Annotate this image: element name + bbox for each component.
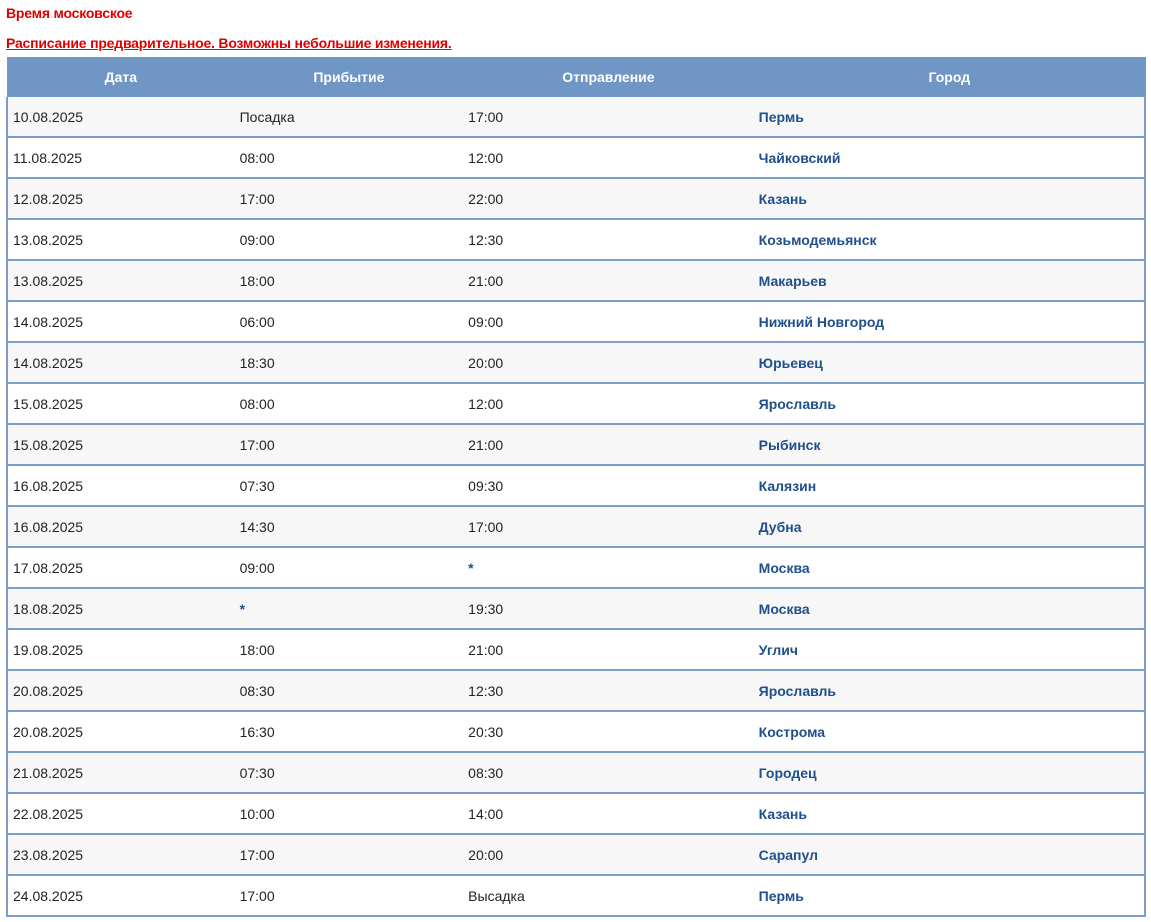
cell-arrival: [235, 834, 464, 875]
date-value: 10.08.2025: [13, 108, 84, 125]
cell-arrival: [235, 752, 464, 793]
cell-date: [7, 465, 235, 506]
cell-departure: [463, 137, 753, 178]
table-header-row: [7, 57, 1145, 97]
header-departure: Отправление: [463, 57, 753, 97]
cell-departure: [463, 383, 753, 424]
city-link[interactable]: Кострома: [758, 723, 826, 740]
cell-departure: [463, 793, 753, 834]
departure-value: 19:30: [468, 600, 504, 617]
cell-arrival: [235, 424, 464, 465]
cell-city: [754, 670, 1145, 711]
arrival-value: 07:30: [239, 477, 275, 494]
city-link[interactable]: Углич: [758, 641, 798, 658]
table-row: [7, 752, 1145, 793]
date-value: 21.08.2025: [13, 764, 84, 781]
departure-value: 20:00: [468, 846, 504, 863]
cell-arrival: [235, 547, 464, 588]
date-value: 13.08.2025: [13, 231, 84, 248]
cell-arrival: [235, 711, 464, 752]
cell-city: [754, 219, 1145, 260]
cell-departure: [463, 711, 753, 752]
departure-value: 08:30: [468, 764, 504, 781]
table-row: [7, 260, 1145, 301]
city-link[interactable]: Дубна: [758, 518, 802, 535]
cell-date: [7, 178, 235, 219]
departure-value: 20:30: [468, 723, 504, 740]
cell-city: [754, 588, 1145, 629]
arrival-value: 17:00: [239, 436, 275, 453]
departure-value: 09:30: [468, 477, 504, 494]
cell-arrival: [235, 301, 464, 342]
cell-departure: [463, 834, 753, 875]
header-date: Дата: [7, 57, 235, 97]
time-zone-note: Время московское: [6, 5, 133, 21]
cell-departure: [463, 752, 753, 793]
city-link[interactable]: Пермь: [758, 887, 804, 904]
city-link[interactable]: Казань: [758, 805, 807, 822]
arrival-value: 09:00: [239, 231, 275, 248]
cell-departure: [463, 875, 753, 916]
cell-city: [754, 137, 1145, 178]
cell-arrival: [235, 588, 464, 629]
departure-value: 21:00: [468, 436, 504, 453]
cell-city: [754, 260, 1145, 301]
cell-arrival: [235, 178, 464, 219]
arrival-value: 18:00: [239, 641, 275, 658]
departure-value: Высадка: [468, 887, 525, 904]
departure-value: 12:00: [468, 149, 504, 166]
arrival-value: 18:30: [239, 354, 275, 371]
cell-date: [7, 834, 235, 875]
preliminary-schedule-note[interactable]: Расписание предварительное. Возможны небольшие изменения.: [6, 35, 452, 51]
city-link[interactable]: Юрьевец: [758, 354, 823, 371]
cell-arrival: [235, 670, 464, 711]
cell-date: [7, 793, 235, 834]
cell-departure: [463, 506, 753, 547]
arrival-value: 17:00: [239, 190, 275, 207]
arrival-value: 08:00: [239, 149, 275, 166]
cell-arrival: [235, 506, 464, 547]
cell-arrival: [235, 342, 464, 383]
header-city: Город: [754, 57, 1145, 97]
cell-date: [7, 424, 235, 465]
departure-value: 09:00: [468, 313, 504, 330]
cell-date: [7, 629, 235, 670]
arrival-value: *: [239, 600, 246, 617]
date-value: 24.08.2025: [13, 887, 84, 904]
cell-arrival: [235, 137, 464, 178]
arrival-value: 08:30: [239, 682, 275, 699]
departure-value: 12:30: [468, 682, 504, 699]
date-value: 16.08.2025: [13, 477, 84, 494]
cell-arrival: [235, 97, 464, 137]
table-row: [7, 711, 1145, 752]
date-value: 20.08.2025: [13, 682, 84, 699]
cell-city: [754, 752, 1145, 793]
date-value: 17.08.2025: [13, 559, 84, 576]
date-value: 20.08.2025: [13, 723, 84, 740]
cell-arrival: [235, 260, 464, 301]
arrival-value: 17:00: [239, 887, 275, 904]
cell-date: [7, 383, 235, 424]
cell-city: [754, 834, 1145, 875]
table-row: [7, 547, 1145, 588]
cell-arrival: [235, 793, 464, 834]
cell-date: [7, 137, 235, 178]
cell-departure: [463, 424, 753, 465]
cell-city: [754, 465, 1145, 506]
cell-departure: [463, 178, 753, 219]
cell-departure: [463, 342, 753, 383]
cell-city: [754, 383, 1145, 424]
arrival-value: 17:00: [239, 846, 275, 863]
arrival-value: 06:00: [239, 313, 275, 330]
table-row: [7, 178, 1145, 219]
arrival-value: 18:00: [239, 272, 275, 289]
cell-departure: [463, 588, 753, 629]
table-row: [7, 137, 1145, 178]
date-value: 15.08.2025: [13, 436, 84, 453]
cell-departure: [463, 629, 753, 670]
city-link[interactable]: Сарапул: [758, 846, 819, 863]
cell-arrival: [235, 383, 464, 424]
cell-date: [7, 588, 235, 629]
departure-value: 22:00: [468, 190, 504, 207]
city-link[interactable]: Городец: [758, 764, 817, 781]
table-row: [7, 793, 1145, 834]
cell-departure: [463, 301, 753, 342]
date-value: 19.08.2025: [13, 641, 84, 658]
departure-value: 21:00: [468, 641, 504, 658]
date-value: 14.08.2025: [13, 313, 84, 330]
cell-city: [754, 711, 1145, 752]
cell-date: [7, 301, 235, 342]
table-row: [7, 629, 1145, 670]
table-row: [7, 588, 1145, 629]
arrival-value: 16:30: [239, 723, 275, 740]
cell-city: [754, 178, 1145, 219]
city-link[interactable]: Макарьев: [758, 272, 827, 289]
table-row: [7, 97, 1145, 137]
date-value: 13.08.2025: [13, 272, 84, 289]
cell-date: [7, 260, 235, 301]
table-row: [7, 342, 1145, 383]
city-link[interactable]: Нижний Новгород: [758, 313, 885, 330]
table-row: [7, 875, 1145, 916]
cell-departure: [463, 670, 753, 711]
cell-city: [754, 793, 1145, 834]
arrival-value: 08:00: [239, 395, 275, 412]
cell-city: [754, 506, 1145, 547]
cell-departure: [463, 97, 753, 137]
date-value: 14.08.2025: [13, 354, 84, 371]
arrival-value: 09:00: [239, 559, 275, 576]
city-link[interactable]: Пермь: [758, 108, 804, 125]
departure-value: 17:00: [468, 108, 504, 125]
table-row: [7, 670, 1145, 711]
cell-city: [754, 301, 1145, 342]
date-value: 11.08.2025: [13, 149, 83, 166]
arrival-value: 14:30: [239, 518, 275, 535]
cell-departure: [463, 547, 753, 588]
cell-city: [754, 875, 1145, 916]
cell-date: [7, 97, 235, 137]
cell-date: [7, 342, 235, 383]
table-row: [7, 301, 1145, 342]
date-value: 22.08.2025: [13, 805, 84, 822]
table-row: [7, 219, 1145, 260]
cell-departure: [463, 260, 753, 301]
date-value: 23.08.2025: [13, 846, 84, 863]
cell-city: [754, 547, 1145, 588]
departure-value: 12:00: [468, 395, 504, 412]
city-link[interactable]: Чайковский: [758, 149, 841, 166]
date-value: 15.08.2025: [13, 395, 84, 412]
cell-arrival: [235, 875, 464, 916]
cell-departure: [463, 219, 753, 260]
table-row: [7, 506, 1145, 547]
date-value: 12.08.2025: [13, 190, 84, 207]
date-value: 18.08.2025: [13, 600, 84, 617]
city-link[interactable]: Рыбинск: [758, 436, 821, 453]
departure-value: *: [468, 559, 474, 576]
departure-value: 17:00: [468, 518, 504, 535]
city-link[interactable]: Козьмодемьянск: [758, 231, 877, 248]
table-row: [7, 834, 1145, 875]
schedule-table: [6, 57, 1146, 917]
cell-city: [754, 97, 1145, 137]
cell-date: [7, 711, 235, 752]
table-row: [7, 424, 1145, 465]
arrival-value: 07:30: [239, 764, 275, 781]
departure-value: 14:00: [468, 805, 504, 822]
table-row: [7, 383, 1145, 424]
arrival-value: Посадка: [239, 108, 295, 125]
table-row: [7, 465, 1145, 506]
departure-value: 12:30: [468, 231, 504, 248]
departure-value: 20:00: [468, 354, 504, 371]
cell-city: [754, 629, 1145, 670]
city-link[interactable]: Москва: [758, 559, 810, 576]
city-link[interactable]: Москва: [758, 600, 810, 617]
cell-date: [7, 506, 235, 547]
cell-date: [7, 547, 235, 588]
cell-departure: [463, 465, 753, 506]
arrival-value: 10:00: [239, 805, 275, 822]
cell-arrival: [235, 629, 464, 670]
city-link[interactable]: Калязин: [758, 477, 817, 494]
schedule-body: [7, 97, 1145, 916]
header-arrival: Прибытие: [235, 57, 464, 97]
city-link[interactable]: Ярославль: [758, 395, 837, 412]
city-link[interactable]: Казань: [758, 190, 807, 207]
cell-date: [7, 219, 235, 260]
city-link[interactable]: Ярославль: [758, 682, 837, 699]
cell-date: [7, 875, 235, 916]
cell-date: [7, 670, 235, 711]
date-value: 16.08.2025: [13, 518, 84, 535]
cell-date: [7, 752, 235, 793]
cell-arrival: [235, 465, 464, 506]
cell-city: [754, 424, 1145, 465]
departure-value: 21:00: [468, 272, 504, 289]
cell-city: [754, 342, 1145, 383]
cell-arrival: [235, 219, 464, 260]
